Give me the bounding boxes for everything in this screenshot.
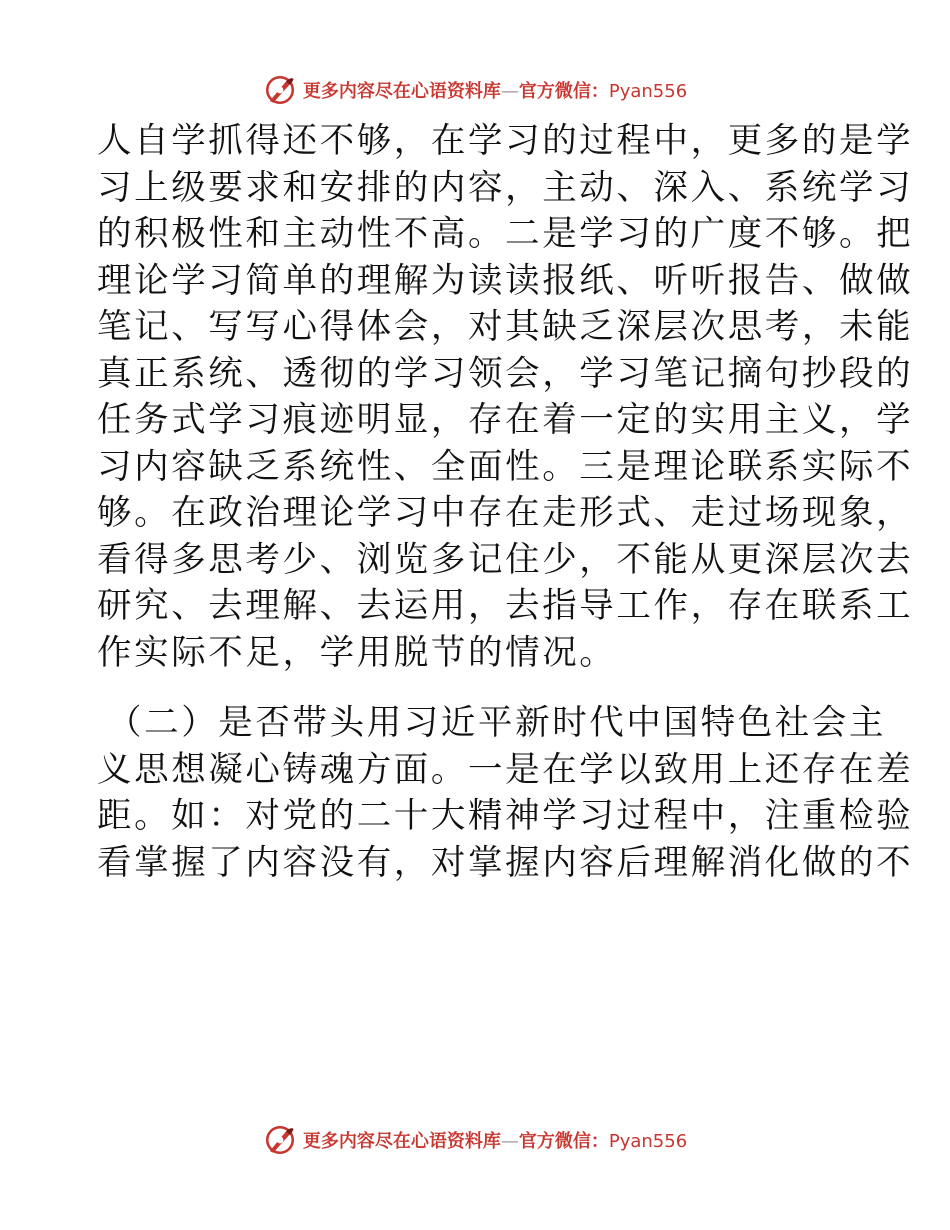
- paragraph-2: [97, 700, 914, 886]
- text-line: 距。如：对党的二十大精神学习过程中，注重检验: [97, 796, 914, 836]
- text-line: 看掌握了内容没有，对掌握内容后理解消化做的不: [97, 842, 914, 883]
- text-line: 人自学抓得还不够，在学习的过程中，更多的是学: [97, 121, 914, 161]
- banner-wechat-id: Pyan556: [608, 81, 688, 102]
- banner-main-text: 更多内容尽在心语资料库: [302, 1131, 501, 1152]
- text-line: 义思想凝心铸魂方面。一是在学以致用上还存在差: [97, 749, 914, 790]
- banner-main-text: 更多内容尽在心语资料库: [302, 81, 501, 102]
- banner-text: [303, 1127, 687, 1153]
- text-line: 任务式学习痕迹明显，存在着一定的实用主义，学: [97, 400, 914, 440]
- text-line: 研究、去理解、去运用，去指导工作，存在联系工: [97, 586, 914, 626]
- text-line: 习上级要求和安排的内容，主动、深入、系统学习: [97, 167, 914, 208]
- text-line: 的积极性和主动性不高。二是学习的广度不够。把: [97, 214, 914, 254]
- text-line: 够。在政治理论学习中存在走形式、走过场现象，: [97, 493, 914, 533]
- banner-tail-text: 官方微信：: [518, 81, 609, 102]
- text-line: 笔记、写写心得体会，对其缺乏深层次思考，未能: [97, 307, 914, 347]
- banner-dash: —: [500, 81, 519, 102]
- document-body: [97, 118, 914, 886]
- header-banner: [0, 70, 950, 110]
- banner-dash: —: [500, 1131, 519, 1152]
- text-line: 理论学习简单的理解为读读报纸、听听报告、做做: [97, 260, 914, 301]
- banner-tail-text: 官方微信：: [518, 1131, 609, 1152]
- text-line: 真正系统、透彻的学习领会，学习笔记摘句抄段的: [97, 353, 914, 394]
- red-quill-logo-icon: [263, 1123, 297, 1157]
- paragraph-gap: [97, 676, 857, 700]
- text-line: 看得多思考少、浏览多记住少，不能从更深层次去: [97, 539, 914, 580]
- red-quill-logo-icon: [263, 73, 297, 107]
- banner-wechat-id: Pyan556: [608, 1131, 688, 1152]
- banner-text: [303, 77, 687, 103]
- text-line: 作实际不足，学用脱节的情况。: [97, 632, 617, 673]
- section-heading-line: （二）是否带头用习近平新时代中国特色社会主: [107, 703, 887, 743]
- text-line: 习内容缺乏系统性、全面性。三是理论联系实际不: [97, 446, 914, 487]
- paragraph-1: [97, 118, 914, 676]
- footer-banner: [0, 1120, 950, 1160]
